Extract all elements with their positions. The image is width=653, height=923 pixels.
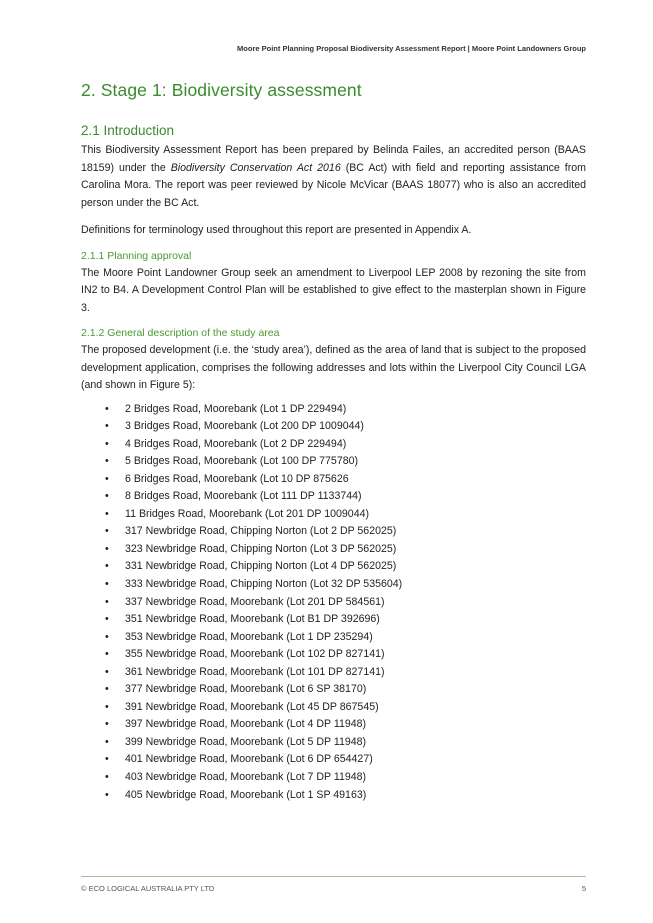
address-text: 337 Newbridge Road, Moorebank (Lot 201 DP 584561) [125,595,385,608]
bullet-icon: • [105,770,109,783]
bullet-icon: • [105,613,109,626]
address-list-item [81,401,586,419]
page-number: 5 [581,884,586,893]
bullet-icon: • [105,437,109,450]
running-header: Moore Point Planning Proposal Biodiversity Assessment Report | Moore Point Landowners Group [237,44,586,53]
address-text: 353 Newbridge Road, Moorebank (Lot 1 DP 235294) [125,630,373,643]
address-list-item [81,541,586,559]
planning-paragraph: The Moore Point Landowner Group seek an amendment to Liverpool LEP 2008 by rezoning the site from IN2 to B4. A Development Control Plan will be established to give effect to the masterplan shown in Figure 3. [81,266,586,314]
address-text: 351 Newbridge Road, Moorebank (Lot B1 DP 392696) [125,613,380,626]
address-text: 331 Newbridge Road, Chipping Norton (Lot 4 DP 562025) [125,560,397,573]
address-text: 401 Newbridge Road, Moorebank (Lot 6 DP 654427) [125,753,373,766]
address-text: 317 Newbridge Road, Chipping Norton (Lot 2 DP 562025) [125,525,397,538]
address-list-item [81,751,586,769]
address-text: 377 Newbridge Road, Moorebank (Lot 6 SP 38170) [125,683,367,696]
address-list [81,401,586,805]
address-list-item [81,594,586,612]
intro-paragraph [81,142,586,212]
bullet-icon: • [105,700,109,713]
planning-heading: 2.1.1 Planning approval [81,249,192,262]
address-list-item [81,436,586,454]
address-list-item [81,576,586,594]
address-text: 391 Newbridge Road, Moorebank (Lot 45 DP 867545) [125,700,379,713]
bullet-icon: • [105,507,109,520]
bullet-icon: • [105,595,109,608]
bullet-icon: • [105,665,109,678]
address-list-item [81,699,586,717]
bullet-icon: • [105,455,109,468]
study-area-heading: 2.1.2 General description of the study area [81,327,280,339]
address-list-item [81,664,586,682]
address-text: 11 Bridges Road, Moorebank (Lot 201 DP 1009044) [125,507,370,520]
bullet-icon: • [105,525,109,538]
address-list-item [81,418,586,436]
address-text: 8 Bridges Road, Moorebank (Lot 111 DP 1133744) [125,490,362,503]
address-text: 399 Newbridge Road, Moorebank (Lot 5 DP 11948) [125,735,367,748]
bullet-icon: • [105,577,109,590]
address-text: 397 Newbridge Road, Moorebank (Lot 4 DP 11948) [125,718,367,731]
section-title: 2. Stage 1: Biodiversity assessment [81,80,362,100]
address-list-item [81,787,586,805]
address-list-item [81,734,586,752]
address-text: 323 Newbridge Road, Chipping Norton (Lot 3 DP 562025) [125,542,397,555]
page-content [81,80,586,804]
address-text: 2 Bridges Road, Moorebank (Lot 1 DP 229494) [125,402,347,415]
address-list-item [81,453,586,471]
bullet-icon: • [105,648,109,661]
bullet-icon: • [105,420,109,433]
address-list-item [81,506,586,524]
address-text: 333 Newbridge Road, Chipping Norton (Lot 32 DP 535604) [125,577,403,590]
bullet-icon: • [105,753,109,766]
intro-text-a: This Biodiversity Assessment Report has been prepared by Belinda Failes, an accredited person (BAAS 18159) under the [81,144,586,174]
bullet-icon: • [105,542,109,555]
address-list-item [81,716,586,734]
address-list-item [81,646,586,664]
bullet-icon: • [105,718,109,731]
bullet-icon: • [105,630,109,643]
bullet-icon: • [105,402,109,415]
definitions-paragraph: Definitions for terminology used throughout this report are presented in Appendix A. [81,224,472,236]
address-text: 403 Newbridge Road, Moorebank (Lot 7 DP 11948) [125,770,367,783]
address-text: 355 Newbridge Road, Moorebank (Lot 102 DP 827141) [125,648,385,661]
footer-divider [81,876,586,877]
address-text: 405 Newbridge Road, Moorebank (Lot 1 SP 49163) [125,788,367,801]
intro-text-b: (BC Act) with field and reporting assistance from Carolina Mora. The report was peer reviewed by Nicole McVicar (BAAS 18077) who is also an accredited person under the BC Act. [81,161,586,209]
bullet-icon: • [105,735,109,748]
address-text: 4 Bridges Road, Moorebank (Lot 2 DP 229494) [125,437,347,450]
act-title: Biodiversity Conservation Act 2016 [170,161,341,174]
study-area-paragraph: The proposed development (i.e. the ‘study area’), defined as the area of land that is subject to the proposed development application, comprises the following addresses and lots within the Liverpool City Council LGA (and shown in Figure 5): [81,344,586,391]
address-text: 5 Bridges Road, Moorebank (Lot 100 DP 775780) [125,455,359,468]
bullet-icon: • [105,683,109,696]
bullet-icon: • [105,788,109,801]
intro-heading: 2.1 Introduction [81,123,175,138]
footer-copyright: © ECO LOGICAL AUSTRALIA PTY LTD [81,884,215,893]
address-list-item [81,611,586,629]
address-text: 3 Bridges Road, Moorebank (Lot 200 DP 1009044) [125,420,364,433]
address-list-item [81,558,586,576]
bullet-icon: • [105,490,109,503]
bullet-icon: • [105,560,109,573]
address-list-item [81,629,586,647]
address-list-item [81,488,586,506]
bullet-icon: • [105,472,109,485]
address-list-item [81,471,586,489]
address-text: 6 Bridges Road, Moorebank (Lot 10 DP 875626 [125,472,349,485]
address-list-item [81,769,586,787]
address-list-item [81,681,586,699]
address-list-item [81,523,586,541]
address-text: 361 Newbridge Road, Moorebank (Lot 101 DP 827141) [125,665,385,678]
